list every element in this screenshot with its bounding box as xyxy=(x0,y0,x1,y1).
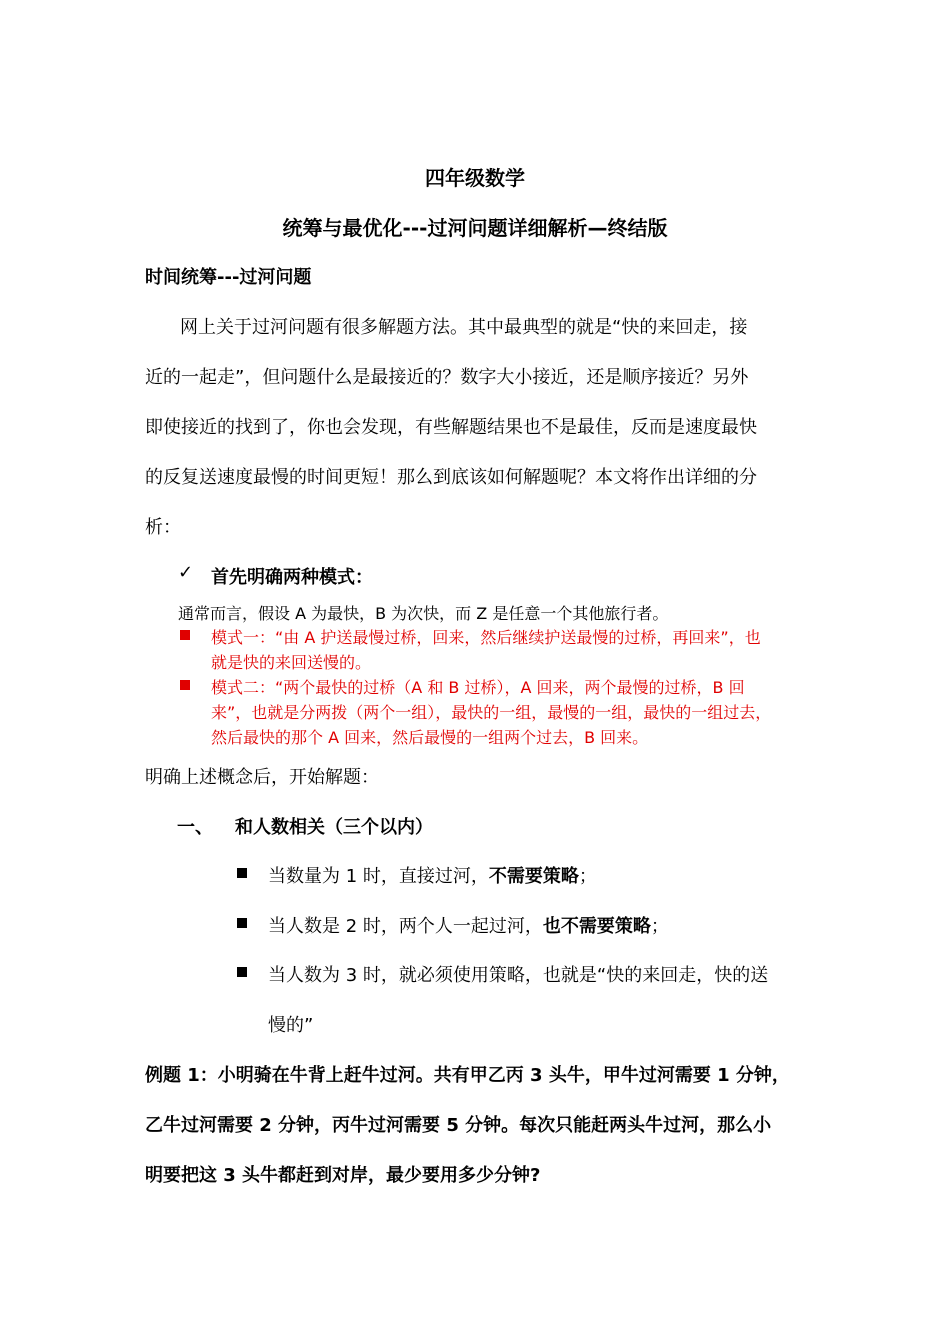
example-1-line-2: 乙牛过河需要 2 分钟，丙牛过河需要 5 分钟。每次只能赶两头牛过河，那么小 xyxy=(145,1115,772,1136)
bullet-2-end: ； xyxy=(650,916,669,937)
assumption-line: 通常而言，假设 A 为最快，B 为次快，而 Z 是任意一个其他旅行者。 xyxy=(178,604,669,623)
intro-line-3: 即使接近的找到了，你也会发现，有些解题结果也不是最佳，反而是速度最快 xyxy=(145,417,757,438)
bullet-square-icon xyxy=(237,967,247,977)
bullet-square-icon xyxy=(180,680,190,690)
bullet-1 xyxy=(268,862,597,888)
mode1-line-1: 模式一：“由 A 护送最慢过桥，回来，然后继续护送最慢的过桥，再回来”，也 xyxy=(211,628,761,647)
page-subtitle: 统筹与最优化---过河问题详细解析—终结版 xyxy=(282,216,668,240)
bullet-square-icon xyxy=(237,918,247,928)
intro-line-5: 析： xyxy=(145,517,181,538)
bullet-1-text: 当数量为 1 时，直接过河， xyxy=(268,866,489,887)
bullet-2-text: 当人数是 2 时，两个人一起过河， xyxy=(268,916,543,937)
bullet-square-icon xyxy=(237,868,247,878)
bullet-3-line-2: 慢的” xyxy=(268,1015,314,1036)
bullet-1-bold: 不需要策略 xyxy=(488,866,579,887)
intro-line-4: 的反复送速度最慢的时间更短！那么到底该如何解题呢？本文将作出详细的分 xyxy=(145,467,757,488)
part1-number: 一、 xyxy=(177,817,213,838)
mode2-line-3: 然后最快的那个 A 回来，然后最慢的一组两个过去，B 回来。 xyxy=(211,728,649,747)
mode2-line-2: 来”，也就是分两拨（两个一组），最快的一组，最慢的一组，最快的一组过去， xyxy=(211,703,772,722)
intro-line-2: 近的一起走”，但问题什么是最接近的？数字大小接近，还是顺序接近？另外 xyxy=(145,367,749,388)
bullet-1-end: ； xyxy=(578,866,597,887)
check-heading: 首先明确两种模式： xyxy=(211,567,373,588)
example-1-line-3: 明要把这 3 头牛都赶到对岸，最少要用多少分钟? xyxy=(145,1165,541,1186)
mode2-line-1: 模式二：“两个最快的过桥（A 和 B 过桥），A 回来，两个最慢的过桥，B 回 xyxy=(211,678,745,697)
section-heading: 时间统筹---过河问题 xyxy=(145,267,312,288)
part1-heading: 和人数相关（三个以内） xyxy=(235,817,433,838)
bullet-2 xyxy=(268,912,669,938)
after-concepts-line: 明确上述概念后，开始解题： xyxy=(145,767,379,788)
mode1-line-2: 就是快的来回送慢的。 xyxy=(211,653,372,672)
bullet-square-icon xyxy=(180,630,190,640)
example-1-line-1: 例题 1：小明骑在牛背上赶牛过河。共有甲乙丙 3 头牛，甲牛过河需要 1 分钟， xyxy=(145,1065,790,1086)
bullet-2-bold: 也不需要策略 xyxy=(542,916,651,937)
check-icon: ✓ xyxy=(178,562,194,583)
bullet-3-line-1: 当人数为 3 时，就必须使用策略，也就是“快的来回走，快的送 xyxy=(268,965,769,986)
page-title: 四年级数学 xyxy=(425,166,525,190)
intro-line-1: 网上关于过河问题有很多解题方法。其中最典型的就是“快的来回走，接 xyxy=(180,317,748,338)
